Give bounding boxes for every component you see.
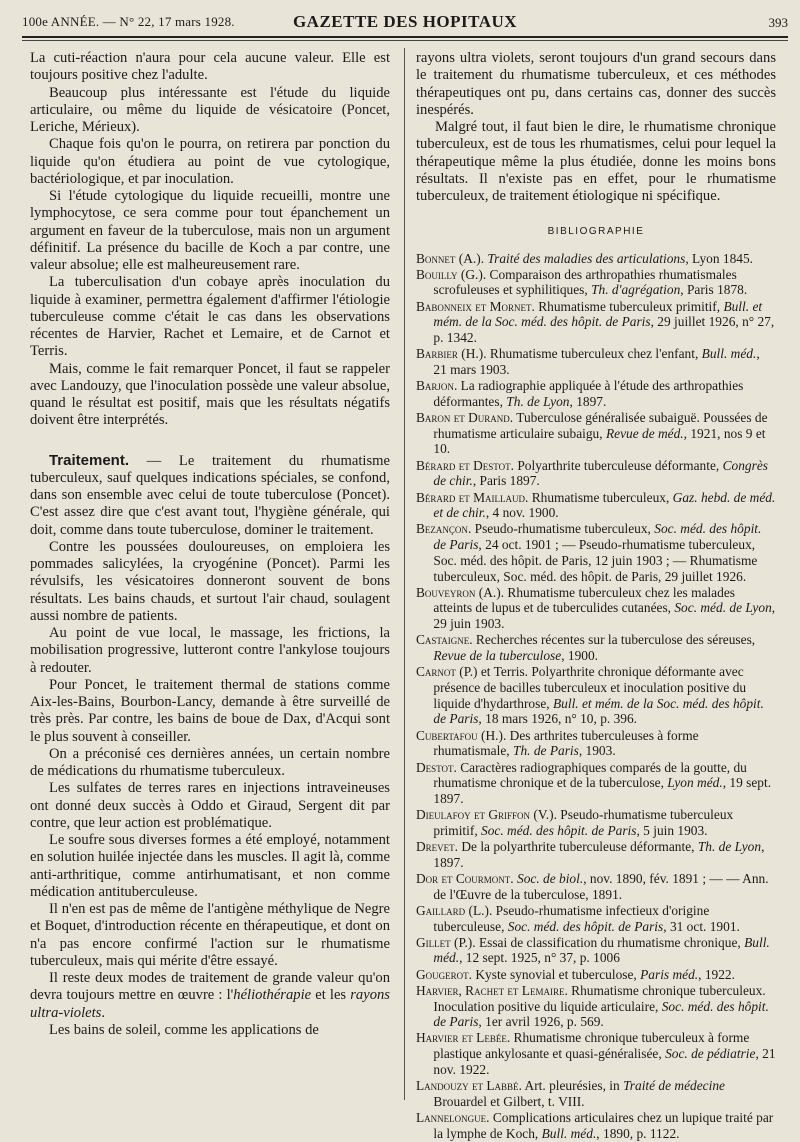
paragraph: Malgré tout, il faut bien le dire, le rhumatisme chronique tuberculeux, est de tous les rhumatismes, celui pour lequel la thérapeutique même la plus étudiée, donne les moins bons résultats. Il n'existe pas en effet, pour le rhumatisme tuberculeux, de traitement étiologique ni spécifique. xyxy=(416,119,776,204)
bibliography-entry xyxy=(416,1030,776,1077)
bibliography-it: Congrès de chir. xyxy=(433,457,768,489)
bibliography-it: Traité de médecine xyxy=(623,1078,725,1094)
bibliography-entry xyxy=(416,807,776,838)
bibliography-rest: . Kyste synovial et tuberculose, xyxy=(468,966,641,982)
paragraph: Mais, comme le fait remarquer Poncet, il faut se rappeler avec Landouzy, que l'inoculation possède une valeur absolue, quand le résultat est positif, mais que les résultats négatifs doivent être interprétés. xyxy=(30,360,390,429)
bibliography-rest: (G.). Comparaison des arthropathies rhumatismales scrofuleuses et syphilitiques, xyxy=(433,266,737,298)
bibliography-entry xyxy=(416,521,776,584)
bibliography-it: Bull. méd. xyxy=(541,1125,597,1141)
bibliography-tail: , 24 oct. 1901 ; — Pseudo-rhumatisme tuberculeux, Soc. méd. des hôpit. de Paris, 12 juin 1903 ; — Rhumatisme tuberculeux, Soc. méd. des hôpit. de Paris, 29 juillet 1926. xyxy=(433,537,758,584)
bibliography-rest: (A.). xyxy=(455,250,488,266)
bibliography-it: Soc. méd. des hôpit. de Paris xyxy=(481,822,637,838)
bibliography-tail: , 1903. xyxy=(578,743,616,759)
bibliography-entry xyxy=(416,871,776,902)
bibliography-author: Dor et Courmont xyxy=(416,870,511,886)
bibliography-tail: , nov. 1890, fév. 1891 ; — — Ann. de l'Œuvre de la tuberculose, 1891. xyxy=(433,870,769,902)
paragraph: La cuti-réaction n'aura pour cela aucune valeur. Elle est toujours positive chez l'adulte. xyxy=(30,50,390,84)
bibliography-tail: , 1897. xyxy=(569,393,607,409)
bibliography-entry xyxy=(416,664,776,727)
bibliography-it: Paris méd. xyxy=(640,966,699,982)
right-column xyxy=(416,50,776,1142)
bibliography-it: Soc. méd. de Lyon xyxy=(674,600,772,616)
bibliography-author: Harvier et Lebée xyxy=(416,1030,507,1046)
bibliography-rest: (P.). Essai de classification du rhumatisme chronique, xyxy=(450,934,745,950)
bibliography-rest: . Rhumatisme chronique tuberculeux à forme plastique ankylosante et quasi-généralisée, xyxy=(433,1030,750,1062)
column-divider xyxy=(404,48,405,1100)
bibliography-tail: , 21 nov. 1922. xyxy=(433,1046,776,1077)
bibliography-entry xyxy=(416,983,776,1030)
bibliography-author: Barbier xyxy=(416,346,458,362)
bibliography-list xyxy=(416,251,776,1142)
bibliography-tail: , 5 juin 1903. xyxy=(636,822,708,838)
bibliography-author: Babonneix et Mornet xyxy=(416,298,532,314)
journal-title: GAZETTE DES HOPITAUX xyxy=(292,12,518,31)
paragraph: On a préconisé ces dernières années, un certain nombre de médications du rhumatisme tuberculeux. xyxy=(30,745,390,779)
bibliography-rest: . La radiographie appliquée à l'étude des arthropathies déformantes, xyxy=(433,378,744,409)
bibliography-it: Th. de Paris xyxy=(513,743,579,759)
bibliography-author: Castaigne xyxy=(416,632,470,648)
bibliography-tail: , 1922. xyxy=(698,966,735,982)
bibliography-entry xyxy=(416,378,776,409)
page-header xyxy=(22,12,788,34)
bibliography-entry xyxy=(416,728,776,759)
bibliography-rest: . Rhumatisme chronique tuberculeux. Inoculation positive du liquide articulaire, xyxy=(433,982,766,1014)
bibliography-it: Bull. méd. xyxy=(433,934,770,966)
bibliography-tail: , 1921, nos 9 et 10. xyxy=(433,425,766,457)
paragraph: Chaque fois qu'on le pourra, on retirera par ponction du liquide qu'on étudiera au point de vue cytologique, bactériologique, et par inoculation. xyxy=(30,136,390,187)
bibliography-tail: , 19 sept. 1897. xyxy=(433,775,772,806)
bibliography-author: Bérard et Destot xyxy=(416,457,511,473)
bibliography-it: Lyon méd. xyxy=(667,775,723,791)
bibliography-author: Barjon xyxy=(416,378,454,394)
bibliography-author: Cubertafou xyxy=(416,727,478,743)
bibliography-author: Destot xyxy=(416,759,454,775)
bibliography-author: Bezançon xyxy=(416,521,468,537)
bibliography-it: Th. de Lyon xyxy=(697,839,762,855)
bibliography-it: Soc. de pédiatrie xyxy=(665,1046,756,1062)
paragraph: Il reste deux modes de traitement de grande valeur qu'on devra toujours mettre en œuvre : l'héliothérapie et les rayons ultra-violets. xyxy=(30,970,390,1021)
bibliography-entry xyxy=(416,1110,776,1141)
bibliography-rest: . Pseudo-rhumatisme tuberculeux, xyxy=(467,521,655,537)
bibliography-entry xyxy=(416,760,776,807)
bibliography-entry xyxy=(416,346,776,377)
bibliography-tail: , 1890, p. 1122. xyxy=(596,1125,680,1141)
bibliography-tail: , Paris 1897. xyxy=(472,473,540,489)
bibliography-tail: , 31 oct. 1901. xyxy=(663,918,740,934)
bibliography-it: Traité des maladies des articulations xyxy=(487,250,686,266)
bibliography-rest: (V.). Pseudo-rhumatisme tuberculeux primitif, xyxy=(433,807,734,838)
paragraph: rayons ultra violets, seront toujours d'un grand secours dans le traitement du rhumatisme tuberculeux, et ces méthodes thérapeutiques ont pu, dans certains cas, donner des succès inespérés. xyxy=(416,50,776,118)
bibliography-rest: (L.). Pseudo-rhumatisme infectieux d'origine tuberculeuse, xyxy=(433,902,710,934)
bibliography-entry xyxy=(416,935,776,966)
bibliography-rest: . Recherches récentes sur la tuberculose des séreuses, xyxy=(469,632,756,648)
bibliography-entry xyxy=(416,490,776,521)
bibliography-entry xyxy=(416,251,776,267)
bibliography-tail: , 29 juillet 1926, n° 27, p. 1342. xyxy=(433,314,775,346)
paragraph: Il n'en est pas de même de l'antigène méthylique de Negre et Boquet, d'introduction récente en thérapeutique, et dont on n'a pas encore confirmé l'action sur le rhumatisme tuberculeux, mais qui mérite d'être essayé. xyxy=(30,901,390,969)
bibliography-it: Soc. méd. des hôpit. de Paris xyxy=(433,521,762,553)
paragraph: Le soufre sous diverses formes a été employé, notamment en solution huilée injectée dans les muscles. Il agit là, comme anti-arthritique, comme antirhumatisant, et non comme médication antituberculeuse. xyxy=(30,832,390,900)
bibliography-rest: (H.). Des arthrites tuberculeuses à forme rhumatismale, xyxy=(433,727,699,759)
bibliography-rest: . Complications articulaires chez un lupique traité par la lymphe de Koch, xyxy=(433,1109,774,1141)
bibliography-rest: (H.). Rhumatisme tuberculeux chez l'enfant, xyxy=(457,346,702,362)
bibliography-author: Bonnet xyxy=(416,250,456,266)
bibliography-entry xyxy=(416,632,776,663)
header-rule xyxy=(22,36,788,38)
bibliography-tail: , 1900. xyxy=(561,648,599,664)
bibliography-it: Bull. et mém. de la Soc. méd. des hôpit. de Paris xyxy=(433,298,763,330)
bibliography-it: Th. de Lyon xyxy=(506,393,570,409)
bibliography-author: Harvier, Rachet et Lemaire xyxy=(416,982,565,998)
bibliography-it: Soc. méd. des hôpit. de Paris xyxy=(433,998,769,1030)
paragraph: Les sulfates de terres rares en injections intraveineuses ont donné deux succès à Oddo et Giraud, Sergent dit par contre, que leur action est problématique. xyxy=(30,780,390,831)
bibliography-tail: , 1897. xyxy=(433,839,765,870)
bibliography-rest: . Polyarthrite tuberculeuse déformante, xyxy=(510,457,723,473)
bibliography-author: Lannelongue xyxy=(416,1109,487,1125)
paragraph: Si l'étude cytologique du liquide recueilli, montre une lymphocytose, ce sera comme pour tout épanchement un argument en faveur de la tuberculose, mais non un argument définitif. La présence du bacille de Koch a par contre, une valeur absolue; elle est malheureusement rare. xyxy=(30,188,390,273)
paragraph: Au point de vue local, le massage, les frictions, la mobilisation progressive, lutteront contre l'ankylose toujours à redouter. xyxy=(30,625,390,676)
section-text: — Le traitement du rhumatisme tuberculeux, sauf quelques indications spéciales, se confond, dans son ensemble avec celui de toute tuberculose (Poncet). C'est assez dire que c'est avant tout, l'hygiène générale, qui doit, comme dans toute tuberculose, dominer le traitement. xyxy=(30,452,390,538)
paragraph: Les bains de soleil, comme les applications de xyxy=(48,1021,319,1038)
bibliography-rest: . xyxy=(510,870,517,886)
bibliography-it: Bull. méd. xyxy=(701,346,757,362)
bibliography-title: BIBLIOGRAPHIE xyxy=(547,226,645,238)
issue-info: 100e ANNÉE. — N° 22, 17 mars 1928. xyxy=(22,14,235,29)
section-paragraph xyxy=(30,452,390,539)
bibliography-rest: . Rhumatisme tuberculeux, xyxy=(525,489,673,505)
bibliography-author: Gaillard xyxy=(416,902,466,918)
bibliography-author: Gougerot xyxy=(416,966,469,982)
bibliography-it: Revue de la tuberculose xyxy=(433,648,562,664)
left-column xyxy=(30,50,390,1039)
bibliography-tail: Brouardel et Gilbert, t. VIII. xyxy=(433,1093,585,1109)
paragraph: Contre les poussées douloureuses, on emploiera les pommades salicylées, la cryogénine (Poncet). Parmi les révulsifs, les vésicatoires donneront souvent de bons résultats. Les bains chauds, et surtout l'air chaud, soulagent aussi nombre de patients. xyxy=(30,538,390,624)
bibliography-it: Gaz. hebd. de méd. et de chir. xyxy=(433,489,776,521)
bibliography-tail: , 29 juin 1903. xyxy=(433,600,776,632)
bibliography-rest: (P.) et Terris. Polyarthrite chronique déformante avec présence de bacilles tuberculeux et inoculation positive du liquide d'hydarthrose, xyxy=(433,664,747,711)
bibliography-it: Th. d'agrégation xyxy=(591,282,681,298)
paragraph: La tuberculisation d'un cobaye après inoculation du liquide à examiner, permettra également d'affirmer l'étiologie tuberculeuse comme c'était le cas dans les observations récentes de Harvier, Rachet et Lemaire, et de Carnot et Terris. xyxy=(30,274,390,360)
bibliography-author: Bouilly xyxy=(416,266,458,282)
bibliography-author: Drevet xyxy=(416,839,455,855)
bibliography-author: Baron et Durand xyxy=(416,410,510,426)
bibliography-entry xyxy=(416,585,776,632)
bibliography-rest: . Caractères radiographiques comparés de la goutte, du rhumatisme chronique et de la tuberculose, xyxy=(433,759,747,791)
bibliography-rest: . De la polyarthrite tuberculeuse déformante, xyxy=(454,839,698,855)
bibliography-author: Bouveyron xyxy=(416,584,476,600)
bibliography-tail: , 4 nov. 1900. xyxy=(485,505,559,521)
bibliography-entry xyxy=(416,267,776,298)
bibliography-it: Soc. de biol. xyxy=(517,870,584,886)
bibliography-author: Carnot xyxy=(416,664,456,680)
bibliography-it: Revue de méd. xyxy=(605,425,684,441)
paragraph: Beaucoup plus intéressante est l'étude du liquide articulaire, ou même du liquide de vésicatoire (Poncet, Leriche, Mérieux). xyxy=(30,84,390,135)
bibliography-author: Bérard et Maillaud xyxy=(416,489,526,505)
bibliography-entry xyxy=(416,458,776,489)
bibliography-it: Bull. et mém. de la Soc. méd. des hôpit. de Paris xyxy=(433,695,764,727)
bibliography-tail: , 18 mars 1926, n° 10, p. 396. xyxy=(478,711,638,727)
bibliography-tail: , Lyon 1845. xyxy=(685,250,754,266)
bibliography-rest: . Art. pleurésies, in xyxy=(518,1078,624,1094)
bibliography-tail: , 12 sept. 1925, n° 37, p. 1006 xyxy=(459,950,620,966)
bibliography-entry xyxy=(416,839,776,870)
section-title: Traitement. xyxy=(48,451,129,469)
page-number: 393 xyxy=(768,15,788,30)
bibliography-tail: , 1er avril 1926, p. 569. xyxy=(478,1014,604,1030)
bibliography-author: Dieulafoy et Griffon xyxy=(416,807,531,823)
bibliography-it: Soc. méd. des hôpit. de Paris xyxy=(507,918,664,934)
bibliography-entry xyxy=(416,410,776,457)
bibliography-entry xyxy=(416,967,776,983)
bibliography-tail: , Paris 1878. xyxy=(680,282,748,298)
bibliography-entry xyxy=(416,1078,776,1109)
bibliography-rest: . Tuberculose généralisée subaiguë. Poussées de rhumatisme articulaire subaigu, xyxy=(433,410,768,441)
paragraph: Pour Poncet, le traitement thermal de stations comme Aix-les-Bains, Bourbon-Lancy, demande à être surveillé de très près. Par contre, les bains de boue de Dax, d'Acqui sont le plus souvent à conseiller. xyxy=(30,676,390,745)
bibliography-rest: (A.). Rhumatisme tuberculeux chez les malades atteints de lupus et de tuberculides cutanées, xyxy=(433,584,735,616)
bibliography-rest: . Rhumatisme tuberculeux primitif, xyxy=(531,298,724,314)
bibliography-entry xyxy=(416,903,776,934)
bibliography-author: Gillet xyxy=(416,934,451,950)
header-rule-thin xyxy=(22,40,788,41)
bibliography-tail: , 21 mars 1903. xyxy=(433,346,760,377)
bibliography-author: Landouzy et Labbé xyxy=(416,1078,519,1094)
bibliography-entry xyxy=(416,299,776,346)
